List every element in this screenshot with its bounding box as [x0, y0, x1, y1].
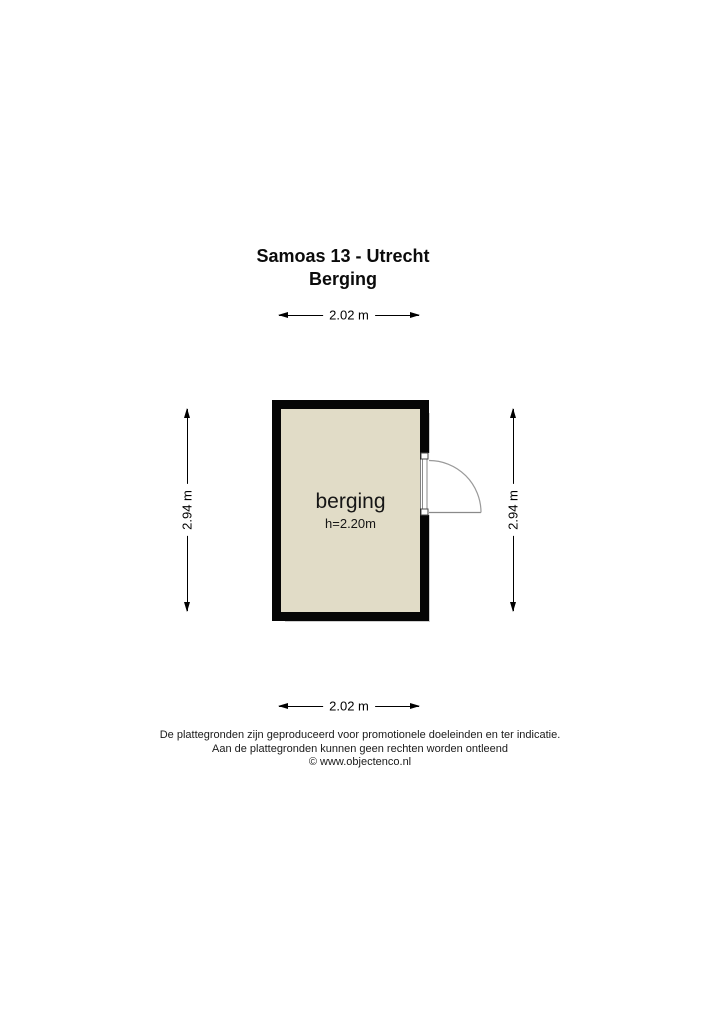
arrow-up-icon	[510, 408, 516, 418]
room-ceiling-height-label: h=2.20m	[325, 515, 376, 531]
dimension-bottom	[278, 699, 420, 713]
plan-title-room-name: Berging	[308, 269, 378, 289]
plan-title	[256, 245, 429, 291]
dimension-top	[278, 308, 420, 322]
arrow-left-icon	[278, 703, 288, 709]
disclaimer-line-1: De plattegronden zijn geproduceerd voor promotionele doeleinden en ter indicatie.	[159, 729, 561, 741]
door	[415, 448, 485, 518]
arrow-right-icon	[410, 312, 420, 318]
disclaimer-line-2: Aan de plattegronden kunnen geen rechten worden ontleend	[211, 742, 508, 755]
door-frame-bottom	[421, 509, 428, 515]
dimension-right-label: 2.94 m	[506, 484, 521, 536]
room-name-label: berging	[315, 489, 386, 513]
plan-title-address: Samoas 13 - Utrecht	[256, 246, 430, 266]
disclaimer	[0, 729, 720, 770]
copyright-line: © www.objectenco.nl	[308, 756, 412, 768]
arrow-down-icon	[184, 602, 190, 612]
arrow-down-icon	[510, 602, 516, 612]
door-opening	[421, 453, 431, 515]
door-frame-top	[421, 453, 428, 459]
room-berging	[272, 400, 429, 621]
dimension-left-label: 2.94 m	[180, 484, 195, 536]
arrow-up-icon	[184, 408, 190, 418]
door-swing-arc	[429, 461, 481, 513]
dimension-top-label: 2.02 m	[323, 308, 375, 323]
dimension-right	[506, 408, 520, 612]
dimension-left	[180, 408, 194, 612]
dimension-bottom-label: 2.02 m	[323, 699, 375, 714]
arrow-left-icon	[278, 312, 288, 318]
arrow-right-icon	[410, 703, 420, 709]
